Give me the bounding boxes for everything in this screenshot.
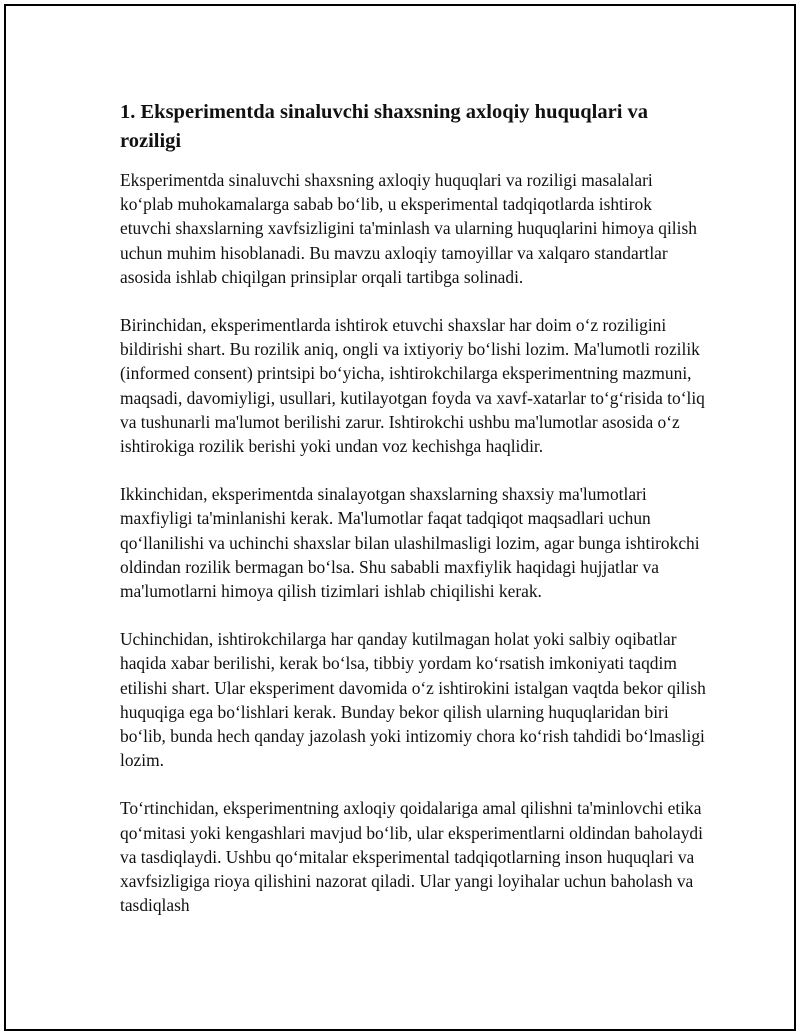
paragraph-intro: Eksperimentda sinaluvchi shaxsning axloqiy huquqlari va roziligi masalalari ko‘plab muhokamalarga sabab bo‘lib, u eksperimental tadqiqotlarda ishtirok etuvchi shaxslarning xavfsizligini ta'minlash va ularning huquqlarini himoya qilish uchun muhim hisoblanadi. Bu mavzu axloqiy tamoyillar va xalqaro standartlar asosida ishlab chiqilgan prinsiplar orqali tartibga solinadi. [120, 170, 697, 287]
document-page [4, 4, 796, 1031]
paragraph-first: Birinchidan, eksperimentlarda ishtirok etuvchi shaxslar har doim o‘z roziligini bildirishi shart. Bu rozilik aniq, ongli va ixtiyoriy bo‘lishi lozim. Ma'lumotli rozilik (informed consent) printsipi bo‘yicha, ishtirokchilarga eksperimentning mazmuni, maqsadi, davomiyligi, usullari, kutilayotgan foyda va xavf-xatarlar to‘g‘risida to‘liq va tushunarli ma'lumot berilishi zarur. Ishtirokchi ushbu ma'lumotlar asosida o‘z ishtirokiga rozilik berishi yoki undan voz kechishga haqlidir. [120, 315, 705, 457]
section-heading: 1. Eksperimentda sinaluvchi shaxsning axloqiy huquqlari va roziligi [120, 101, 649, 152]
paragraph-fourth: To‘rtinchidan, eksperimentning axloqiy qoidalariga amal qilishni ta'minlovchi etika qo‘mitasi yoki kengashlari mavjud bo‘lib, ular eksperimentlarni oldindan baholaydi va tasdiqlaydi. Ushbu qo‘mitalar eksperimental tadqiqotlarning inson huquqlari va xavfsizligiga rioya qilishini nazorat qiladi. Ular yangi loyihalar uchun baholash va tasdiqlash [120, 798, 703, 916]
document-body [120, 98, 706, 941]
paragraph-third: Uchinchidan, ishtirokchilarga har qanday kutilmagan holat yoki salbiy oqibatlar haqida xabar berilishi, kerak bo‘lsa, tibbiy yordam ko‘rsatish imkoniyati taqdim etilishi shart. Ular eksperiment davomida o‘z ishtirokini istalgan vaqtda bekor qilish huquqiga ega bo‘lishlari kerak. Bunday bekor qilish ularning huquqlaridan biri bo‘lib, bunda hech qanday jazolash yoki intizomiy chora ko‘rish tahdidi bo‘lmasligi lozim. [120, 629, 706, 771]
paragraph-second: Ikkinchidan, eksperimentda sinalayotgan shaxslarning shaxsiy ma'lumotlari maxfiyligi ta'minlanishi kerak. Ma'lumotlar faqat tadqiqot maqsadlari uchun qo‘llanilishi va uchinchi shaxslar bilan ulashilmasligi lozim, agar bunga ishtirokchi oldindan rozilik bermagan bo‘lsa. Shu sababli maxfiylik haqidagi hujjatlar va ma'lumotlarni himoya qilish tizimlari ishlab chiqilishi kerak. [120, 484, 700, 602]
